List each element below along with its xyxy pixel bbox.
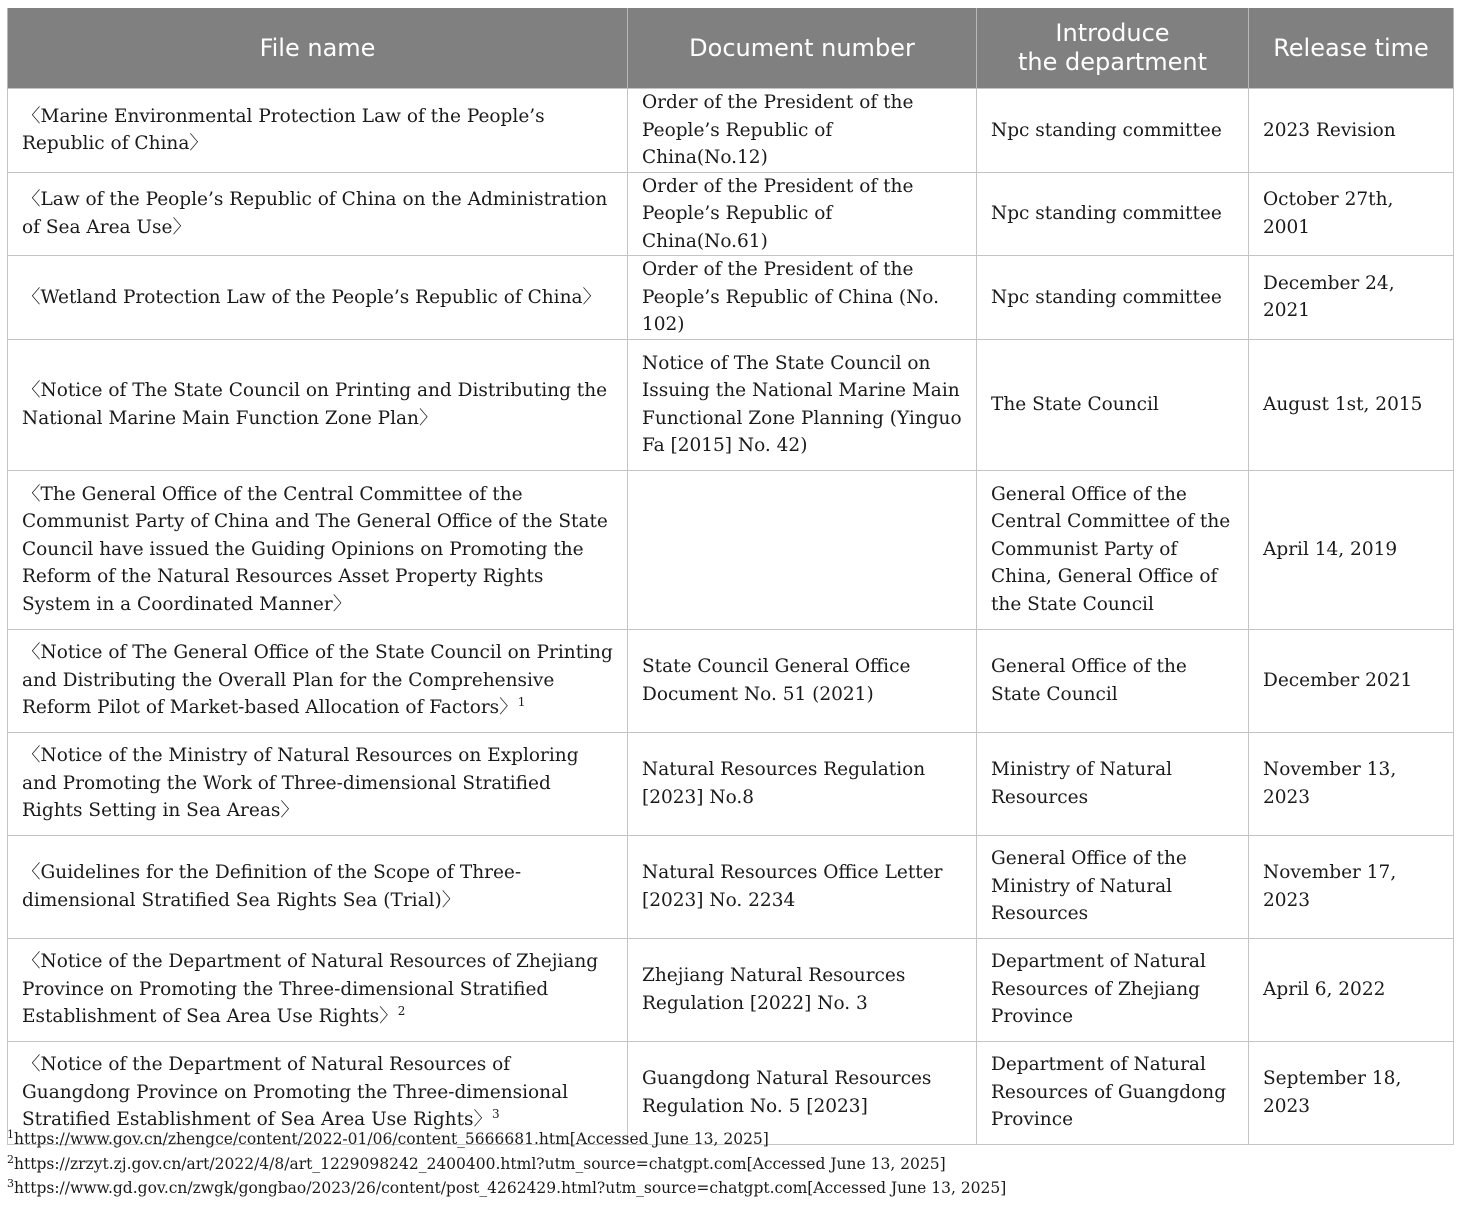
footnote-number: 3	[7, 1176, 14, 1190]
footnote-number: 2	[7, 1152, 14, 1166]
footnote-number: 1	[7, 1127, 14, 1141]
cell-release-time: 2023 Revision	[1249, 89, 1454, 173]
cell-document-number: Order of the President of the People’s Republic of China(No.61)	[628, 172, 977, 256]
cell-document-number: Natural Resources Office Letter [2023] No. 2234	[628, 835, 977, 938]
cell-file-name	[8, 339, 628, 470]
footnote-url: https://www.gov.cn/zhengce/content/2022-01/06/content_5666681.htm[Accessed June 13, 2025]	[14, 1130, 769, 1148]
cell-release-time: November 17, 2023	[1249, 835, 1454, 938]
cell-document-number: Natural Resources Regulation [2023] No.8	[628, 732, 977, 835]
table-row	[8, 89, 1454, 173]
cell-document-number: State Council General Office Document No. 51 (2021)	[628, 629, 977, 732]
column-header-document-number: Document number	[628, 8, 977, 89]
file-name-text: 〈Wetland Protection Law of the People’s Republic of China〉	[22, 286, 602, 308]
file-name-text: 〈The General Office of the Central Committee of the Communist Party of China and The General Office of the State Council have issued the Guiding Opinions on Promoting the Reform of the Natural Resources Asset Property Rights System in a Coordinated Manner〉	[22, 483, 608, 615]
footnote-url: https://www.gd.gov.cn/zwgk/gongbao/2023/26/content/post_4262429.html?utm_source=chatgpt.com[Accessed June 13, 2025]	[14, 1179, 1007, 1197]
file-name-text: 〈Law of the People’s Republic of China on the Administration of Sea Area Use〉	[22, 189, 608, 238]
cell-release-time: September 18, 2023	[1249, 1041, 1454, 1144]
cell-document-number: Order of the President of the People’s Republic of China(No.12)	[628, 89, 977, 173]
table-row	[8, 470, 1454, 629]
cell-department: General Office of the State Council	[977, 629, 1249, 732]
file-name-text: 〈Guidelines for the Definition of the Scope of Three-dimensional Stratified Sea Rights Sea (Trial)〉	[22, 862, 522, 911]
footnote-line	[7, 1176, 1453, 1201]
footnote-marker: 3	[492, 1107, 500, 1122]
file-name-text: 〈Notice of the Department of Natural Resources of Guangdong Province on Promoting the Three-dimensional Stratified Establishment of Sea Area Use Rights〉	[22, 1054, 569, 1131]
cell-department: General Office of the Ministry of Natural Resources	[977, 835, 1249, 938]
footnote-url: https://zrzyt.zj.gov.cn/art/2022/4/8/art_1229098242_2400400.html?utm_source=chatgpt.com[Accessed June 13, 2025]	[14, 1154, 946, 1173]
cell-file-name	[8, 732, 628, 835]
column-header-file-name: File name	[8, 8, 628, 89]
table-row	[8, 256, 1454, 340]
cell-release-time: December 24, 2021	[1249, 256, 1454, 340]
cell-department: Npc standing committee	[977, 89, 1249, 173]
cell-file-name	[8, 470, 628, 629]
cell-release-time: August 1st, 2015	[1249, 339, 1454, 470]
file-name-text: 〈Notice of the Department of Natural Resources of Zhejiang Province on Promoting the Three-dimensional Stratified Establishment of Sea Area Use Rights〉	[22, 951, 599, 1028]
cell-file-name	[8, 835, 628, 938]
cell-release-time: November 13, 2023	[1249, 732, 1454, 835]
cell-department: General Office of the Central Committee of the Communist Party of China, General Office of the State Council	[977, 470, 1249, 629]
cell-department: Department of Natural Resources of Guangdong Province	[977, 1041, 1249, 1144]
policy-table-container	[7, 8, 1453, 1145]
cell-department: Npc standing committee	[977, 256, 1249, 340]
cell-file-name	[8, 629, 628, 732]
file-name-text: 〈Marine Environmental Protection Law of the People’s Republic of China〉	[22, 105, 545, 155]
table-row	[8, 732, 1454, 835]
cell-department: Npc standing committee	[977, 172, 1249, 256]
footnote-line	[7, 1152, 1453, 1177]
cell-document-number: Zhejiang Natural Resources Regulation [2022] No. 3	[628, 938, 977, 1041]
cell-release-time: October 27th, 2001	[1249, 172, 1454, 256]
policy-table	[7, 8, 1454, 1145]
cell-department: Department of Natural Resources of Zhejiang Province	[977, 938, 1249, 1041]
cell-release-time: April 14, 2019	[1249, 470, 1454, 629]
table-header-row	[8, 8, 1454, 89]
cell-department: Ministry of Natural Resources	[977, 732, 1249, 835]
cell-file-name	[8, 89, 628, 173]
cell-document-number: Notice of The State Council on Issuing the National Marine Main Functional Zone Planning (Yinguo Fa [2015] No. 42)	[628, 339, 977, 470]
cell-document-number	[628, 470, 977, 629]
table-row	[8, 172, 1454, 256]
cell-file-name	[8, 172, 628, 256]
footnote-marker: 1	[517, 695, 526, 710]
footnote-line	[7, 1127, 1453, 1152]
cell-document-number: Order of the President of the People’s Republic of China (No. 102)	[628, 256, 977, 340]
column-header-release-time: Release time	[1249, 8, 1454, 89]
footnotes	[7, 1127, 1453, 1201]
cell-file-name	[8, 938, 628, 1041]
file-name-text: 〈Notice of the Ministry of Natural Resources on Exploring and Promoting the Work of Three-dimensional Stratified Rights Setting in Sea Areas〉	[22, 745, 579, 822]
table-row	[8, 938, 1454, 1041]
column-header-department: Introduce the department	[977, 8, 1249, 89]
cell-release-time: December 2021	[1249, 629, 1454, 732]
cell-department: The State Council	[977, 339, 1249, 470]
file-name-text: 〈Notice of The General Office of the State Council on Printing and Distributing the Overall Plan for the Comprehensive Reform Pilot of Market-based Allocation of Factors〉	[22, 642, 613, 719]
table-row	[8, 835, 1454, 938]
file-name-text: 〈Notice of The State Council on Printing and Distributing the National Marine Main Function Zone Plan〉	[22, 380, 608, 429]
cell-file-name	[8, 256, 628, 340]
cell-release-time: April 6, 2022	[1249, 938, 1454, 1041]
table-row	[8, 339, 1454, 470]
cell-document-number: Guangdong Natural Resources Regulation No. 5 [2023]	[628, 1041, 977, 1144]
table-row	[8, 629, 1454, 732]
footnote-marker: 2	[397, 1004, 406, 1019]
